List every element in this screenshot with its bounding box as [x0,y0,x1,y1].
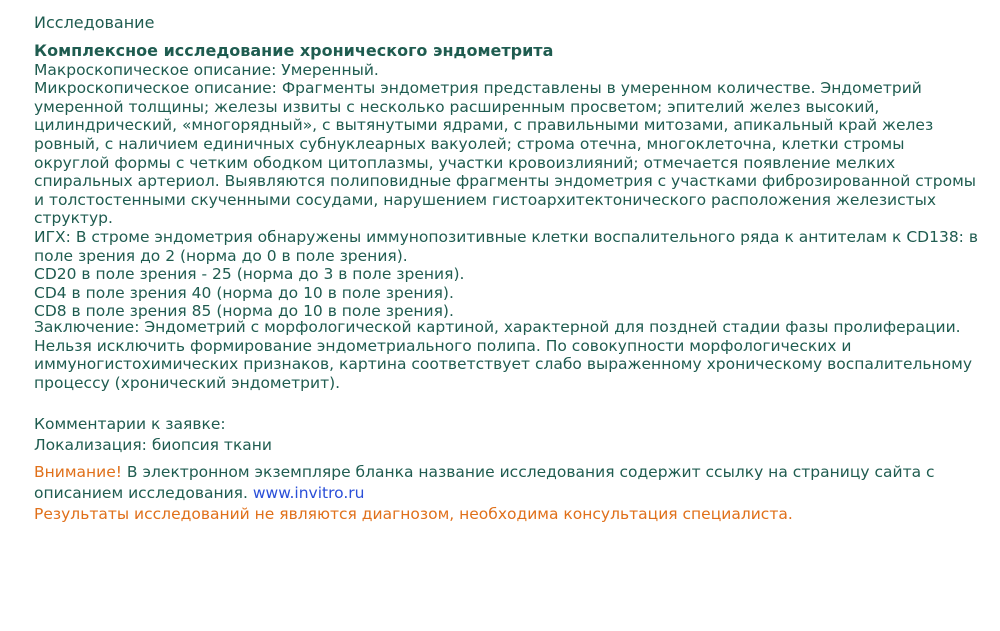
cd8-result: CD8 в поле зрения 85 (норма до 10 в поле зрения). [34,302,454,321]
comments-heading: Комментарии к заявке: [34,415,226,433]
notice-body: В электронном экземпляре бланка название исследования содержит ссылку на страницу сайта с описанием исследования. [34,463,935,502]
macroscopic-description: Макроскопическое описание: Умеренный. [34,60,379,79]
notice-text [34,462,984,504]
cd4-result: CD4 в поле зрения 40 (норма до 10 в поле зрения). [34,283,454,302]
invitro-link[interactable]: www.invitro.ru [252,484,365,502]
cd20-result: CD20 в поле зрения - 25 (норма до 3 в поле зрения). [34,265,465,284]
microscopic-description: Микроскопическое описание: Фрагменты эндометрия представлены в умеренном количестве. Эндометрий умеренной толщины; железы извиты с несколько расширенным просветом; эпителий желез высокий, цилиндрический, «многорядный», с вытянутыми ядрами, с правильными митозами, апикальный край желез ровный, с наличием единичных субнуклеарных вакуолей; строма отечна, многоклеточна, клетки стромы округлой формы с четким ободком цитоплазмы, участки кровоизлияний; отмечается появление мелких спиральных артериол. Выявляются полиповидные фрагменты эндометрия с участками фиброзированной стромы и толстостенными скученными сосудами, нарушением гистоархитектонического расположения железистых структур. [34,79,976,228]
notice-block [34,462,984,525]
disclaimer: Результаты исследований не являются диагнозом, необходима консультация специалиста. [34,505,793,523]
attention-label: Внимание! [34,463,122,481]
section-label: Исследование [34,13,155,32]
ihc-result: ИГХ: В строме эндометрия обнаружены иммунопозитивные клетки воспалительного ряда к антителам к CD138: в поле зрения до 2 (норма до 0 в поле зрения). [34,227,978,265]
comments-block [34,414,984,455]
report-title: Комплексное исследование хронического эндометрита [34,41,554,60]
localization: Локализация: биопсия ткани [34,435,273,454]
report-block [34,42,984,321]
conclusion: Заключение: Эндометрий с морфологической картиной, характерной для поздней стадии фазы пролиферации. Нельзя исключить формирование эндометриального полипа. По совокупности морфологических и иммуногистохимических признаков, картина соответствует слабо выраженному хроническому воспалительному процессу (хронический эндометрит). [34,318,972,392]
